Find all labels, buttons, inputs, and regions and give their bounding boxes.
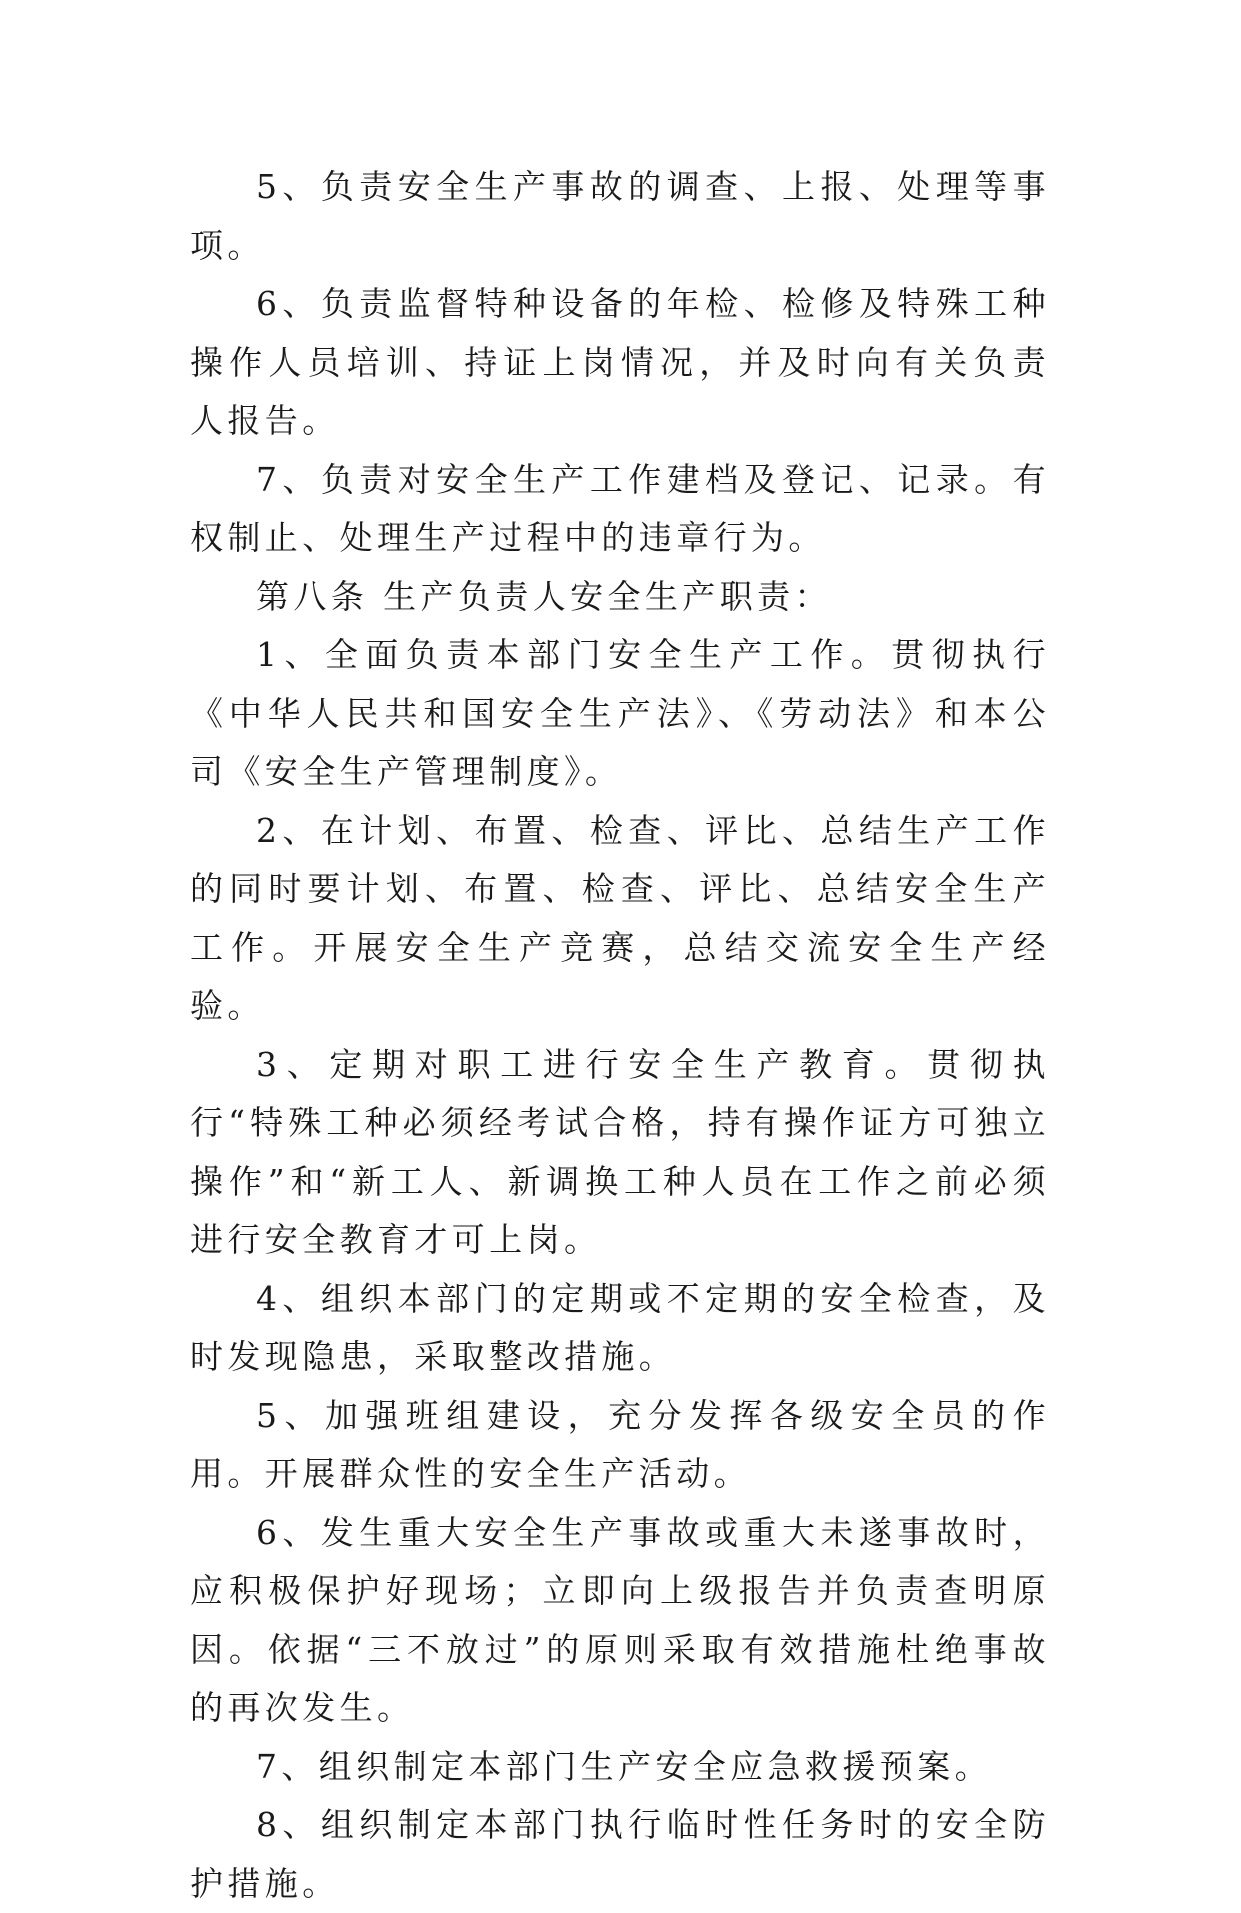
paragraph-article8-item-1: 1、全面负责本部门安全生产工作。贯彻执行《中华人民共和国安全生产法》、《劳动法》和本公司《安全生产管理制度》。 bbox=[190, 635, 1050, 791]
paragraph-article8-item-7: 7、组织制定本部门生产安全应急救援预案。 bbox=[256, 1746, 992, 1786]
paragraph-article8-item-8: 8、组织制定本部门执行临时性任务时的安全防护措施。 bbox=[190, 1805, 1050, 1903]
paragraph-duty-5: 5、负责安全生产事故的调查、上报、处理等事项。 bbox=[190, 167, 1050, 265]
document-body bbox=[190, 158, 1050, 1913]
paragraph-article8-item-6: 6、发生重大安全生产事故或重大未遂事故时，应积极保护好现场；立即向上级报告并负责查明原因。依据“三不放过”的原则采取有效措施杜绝事故的再次发生。 bbox=[190, 1512, 1050, 1727]
paragraph-article8-item-4: 4、组织本部门的定期或不定期的安全检查，及时发现隐患，采取整改措施。 bbox=[190, 1278, 1050, 1376]
paragraph-duty-7: 7、负责对安全生产工作建档及登记、记录。有权制止、处理生产过程中的违章行为。 bbox=[190, 459, 1050, 557]
paragraph-article8-item-5: 5、加强班组建设，充分发挥各级安全员的作用。开展群众性的安全生产活动。 bbox=[190, 1395, 1050, 1493]
paragraph-article8-item-2: 2、在计划、布置、检查、评比、总结生产工作的同时要计划、布置、检查、评比、总结安全生产工作。开展安全生产竞赛，总结交流安全生产经验。 bbox=[190, 810, 1050, 1025]
paragraph-duty-6: 6、负责监督特种设备的年检、检修及特殊工种操作人员培训、持证上岗情况，并及时向有关负责人报告。 bbox=[190, 284, 1050, 440]
paragraph-article8-item-3: 3、定期对职工进行安全生产教育。贯彻执行“特殊工种必须经考试合格，持有操作证方可独立操作”和“新工人、新调换工种人员在工作之前必须进行安全教育才可上岗。 bbox=[190, 1044, 1050, 1259]
article-8-heading: 第八条 生产负责人安全生产职责： bbox=[256, 576, 832, 616]
